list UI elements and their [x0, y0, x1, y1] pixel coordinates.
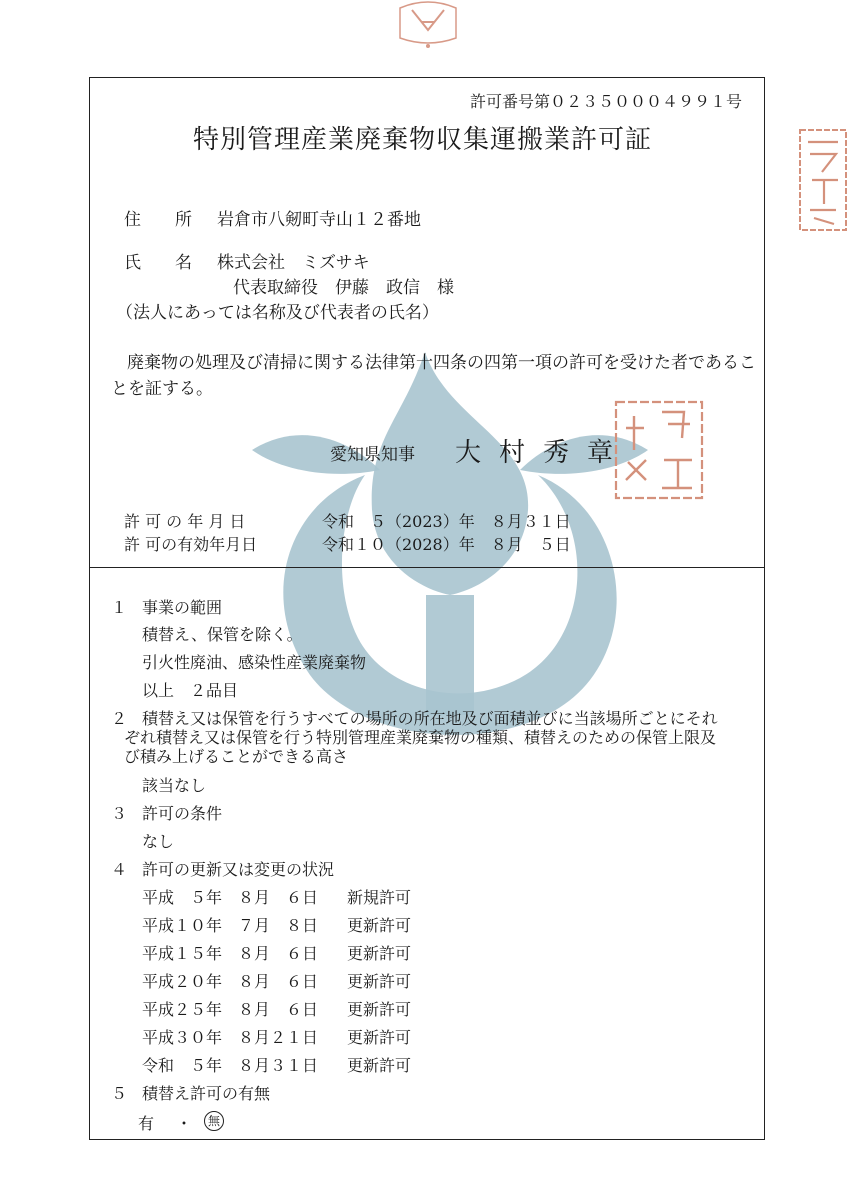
section-2-line-1: 積替え又は保管を行うすべての場所の所在地及び面積並びに当該場所ごとにそれ	[142, 709, 718, 728]
history-type: 新規許可	[347, 888, 412, 907]
section-1-line-1: 積替え、保管を除く。	[142, 625, 303, 644]
company-name: 株式会社 ミズサキ	[217, 253, 370, 273]
certification-line-1: 廃棄物の処理及び清掃に関する法律第十四条の四第一項の許可を受けた者であるこ	[127, 353, 756, 373]
expiry-date-label: 許 可の有効年月日	[124, 535, 258, 554]
name-label: 氏 名	[124, 253, 192, 273]
history-date: 令和 ５年 ８月３１日	[142, 1056, 319, 1075]
certification-line-2: とを証する。	[111, 379, 213, 399]
permit-date-label: 許 可 の 年 月 日	[124, 512, 246, 531]
issuer-office: 愛知県知事	[330, 445, 415, 465]
transfer-separator: ・	[176, 1114, 193, 1133]
transfer-no-circled	[204, 1110, 224, 1131]
section-3-heading: 許可の条件	[142, 804, 223, 823]
section-2-line-2: ぞれ積替え又は保管を行う特別管理産業廃棄物の種類、積替えのための保管上限及	[124, 728, 717, 747]
section-5-heading: 積替え許可の有無	[142, 1084, 271, 1103]
section-4-number: ４	[111, 860, 128, 879]
section-3-value: なし	[142, 832, 175, 851]
transfer-yes: 有	[138, 1114, 155, 1133]
representative-name: 代表取締役 伊藤 政信 様	[233, 278, 454, 298]
top-stamp-fragment	[392, 0, 464, 50]
history-type: 更新許可	[347, 1056, 412, 1075]
section-5-number: ５	[111, 1084, 128, 1103]
history-date: 平成１０年 ７月 ８日	[142, 916, 319, 935]
section-2-value: 該当なし	[142, 776, 207, 795]
name-note: （法人にあっては名称及び代表者の氏名）	[116, 303, 439, 323]
address-value: 岩倉市八剱町寺山１２番地	[217, 210, 421, 230]
history-type: 更新許可	[347, 972, 412, 991]
section-2-number: ２	[111, 709, 128, 728]
section-2-line-3: び積み上げることができる高さ	[124, 747, 349, 766]
section-4-heading: 許可の更新又は変更の状況	[142, 860, 335, 879]
section-1-line-2: 引火性廃油、感染性産業廃棄物	[142, 653, 367, 672]
history-date: 平成２５年 ８月 ６日	[142, 1000, 319, 1019]
section-1-number: １	[111, 598, 128, 617]
section-1-heading: 事業の範囲	[142, 598, 223, 617]
margin-seal	[798, 128, 848, 232]
history-date: 平成２０年 ８月 ６日	[142, 972, 319, 991]
history-type: 更新許可	[347, 944, 412, 963]
address-label: 住 所	[124, 210, 192, 230]
issuer-name: 大村秀章	[455, 438, 632, 468]
history-date: 平成１５年 ８月 ６日	[142, 944, 319, 963]
page-title: 特別管理産業廃棄物収集運搬業許可証	[193, 125, 653, 155]
permit-number: 許可番号第０２３５０００４９９１号	[470, 92, 743, 111]
transfer-no: 無	[204, 1111, 224, 1131]
section-divider	[89, 567, 765, 568]
history-type: 更新許可	[347, 1000, 412, 1019]
permit-date-value: 令和 ５（2023）年 ８月３１日	[322, 512, 571, 531]
section-1-line-3: 以上 ２品目	[142, 681, 239, 700]
history-type: 更新許可	[347, 916, 412, 935]
expiry-date-value: 令和１０（2028）年 ８月 ５日	[322, 535, 571, 554]
history-date: 平成 ５年 ８月 ６日	[142, 888, 319, 907]
history-type: 更新許可	[347, 1028, 412, 1047]
history-date: 平成３０年 ８月２１日	[142, 1028, 319, 1047]
section-3-number: ３	[111, 804, 128, 823]
